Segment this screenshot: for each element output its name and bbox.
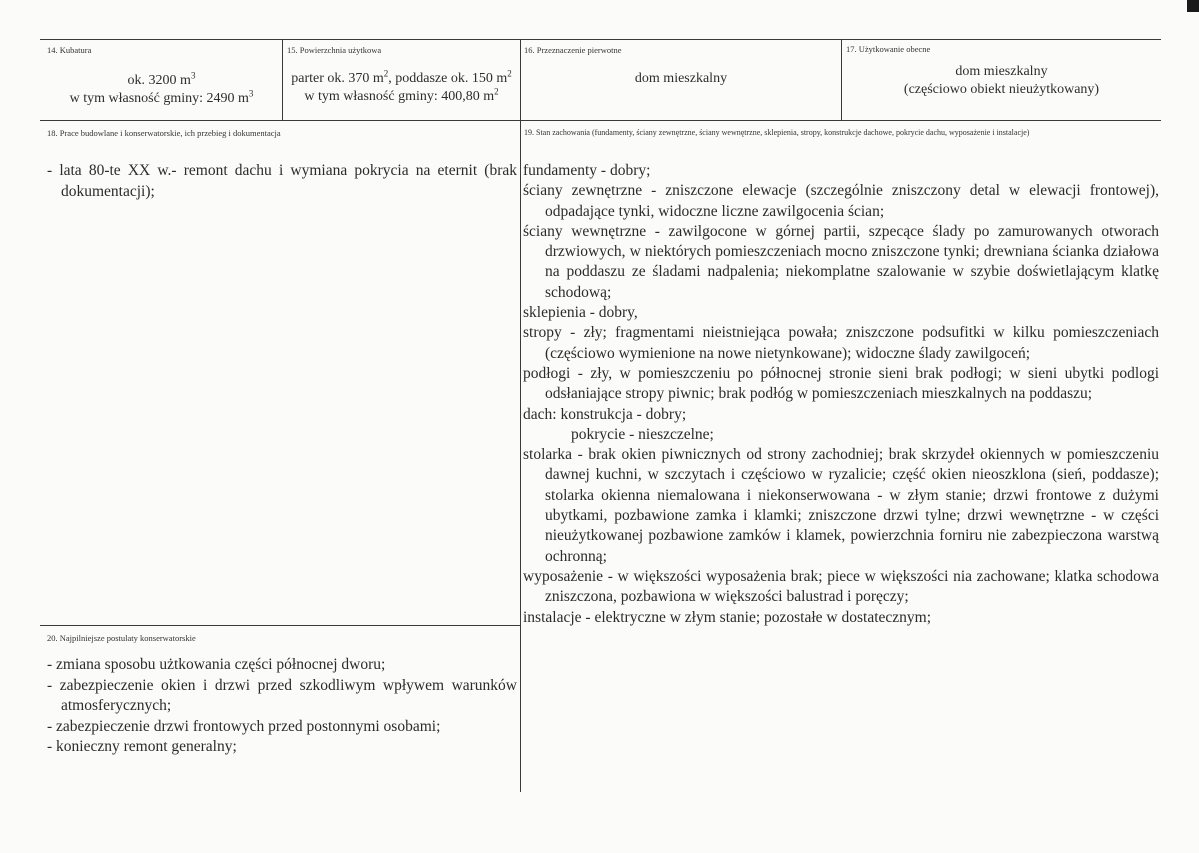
uzytkowanie-label: 17. Użytkowanie obecne: [846, 44, 931, 54]
prace-label: 18. Prace budowlane i konserwatorskie, ich przebieg i dokumentacja: [47, 128, 281, 138]
prace-list: [47, 161, 517, 202]
stan-label: 19. Stan zachowania (fundamenty, ściany zewnętrzne, ściany wewnętrzne, sklepienia, stropy, konstrukcje dachowe, pokrycie dachu, wyposażenie i instalacje): [524, 128, 1030, 137]
list-item: pokrycie - nieszczelne;: [571, 425, 714, 443]
list-item: - konieczny remont generalny;: [47, 738, 237, 755]
list-item: dach: konstrukcja - dobry;: [523, 405, 687, 423]
przeznaczenie-value: dom mieszkalny: [634, 71, 728, 86]
list-item: instalacje - elektryczne w złym stanie; pozostałe w dostatecznym;: [523, 608, 932, 626]
przeznaczenie-label: 16. Przeznaczenie pierwotne: [524, 45, 622, 55]
list-item: stolarka - brak okien piwnicznych od strony zachodniej; brak skrzydeł okiennych w pomieszczeniu dawnej kuchni, w szczytach i częściowo w ryzalicie; część okien nieoszklona (sień, poddasze); stolarka okienna niemalowana i niekonserwowana - w złym stanie; drzwi frontowe z dużymi ubytkami, pozbawione zamka i klamki; zniszczone drzwi tylne; drzwi wewnętrzne - w części nieużytkowanej pozbawione zamków i klamek, powierzchnia forniru nie zabezpieczona warstwą ochronną;: [523, 446, 1159, 565]
list-item: sklepienia - dobry,: [523, 304, 638, 322]
postulaty-label: 20. Najpilniejsze postulaty konserwatorskie: [47, 633, 196, 643]
table-top-border: [40, 39, 1161, 40]
postulaty-list: [47, 655, 517, 758]
powierzchnia-value: parter ok. 370 $m^2$, poddasze ok. 150 $m^2$ w tym własność gminy: 400,80 $m^2$: [291, 68, 512, 104]
kubatura-label: 14. Kubatura: [47, 45, 92, 55]
list-item: fundamenty - dobry;: [523, 162, 651, 179]
kubatura-value: ok. 3200 $m^3$ w tym własność gminy: 2490 $m^3$: [69, 70, 254, 106]
stan-list: [523, 161, 1159, 628]
postulaty-top-border: [40, 625, 520, 626]
main-column-divider: [520, 120, 521, 792]
list-item: stropy - zły; fragmentami nieistniejąca powała; zniszczone podsufitki w kilku pomieszczeniach (częściowo wymienione na nowe nietynkowane); widoczne ślady zawilgoceń;: [523, 324, 1159, 362]
uzytkowanie-value: dom mieszkalny (częściowo obiekt nieużytkowany): [903, 64, 1100, 97]
row1-bottom-border: [40, 120, 1161, 121]
list-item: - zmiana sposobu użtkowania części północnej dworu;: [47, 656, 386, 673]
list-item: - zabezpieczenie drzwi frontowych przed postonnymi osobami;: [47, 717, 441, 735]
powierzchnia-label: 15. Powierzchnia użytkowa: [287, 45, 382, 55]
scan-corner-mark: [1187, 0, 1199, 12]
list-item: ściany zewnętrzne - zniszczone elewacje (szczególnie zniszczony detal w elewacji frontowej), odpadające tynki, widoczne liczne zawilgocenia ścian;: [523, 182, 1159, 220]
list-item: - zabezpieczenie okien i drzwi przed szkodliwym wpływem warunków atmosferycznych;: [47, 676, 517, 714]
list-item: - lata 80-te XX w.- remont dachu i wymiana pokrycia na eternit (brak dokumentacji);: [47, 162, 517, 200]
list-item: ściany wewnętrzne - zawilgocone w górnej partii, szpecące ślady po zamurowanych otworach drzwiowych, w niektórych pomieszczeniach mocno zniszczone tynki; drewniana ścianka działowa na poddaszu ze śladami nadpalenia; niekomplatne szalowanie w szybie doświetlającym klatkę schodową;: [523, 222, 1159, 301]
list-item: podłogi - zły, w pomieszczeniu po północnej stronie sieni brak podłogi; w sieni ubytki podlogi odsłaniające stropy piwnic; brak podłóg w pomieszczeniach mieszkalnych na poddaszu;: [523, 364, 1159, 403]
list-item: wyposażenie - w większości wyposażenia brak; piece w większości nia zachowane; klatka schodowa zniszczona, pozbawiona w większości balustrad i poręczy;: [523, 567, 1159, 606]
